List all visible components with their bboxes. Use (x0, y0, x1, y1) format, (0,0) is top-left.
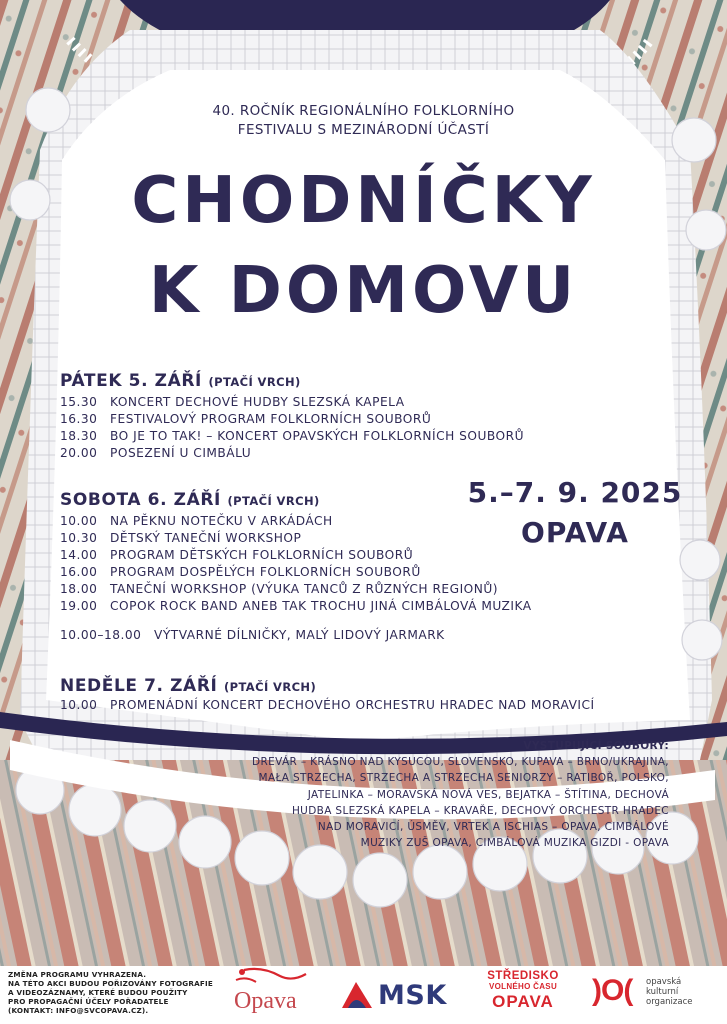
ensembles-line: MAŁA STRZECHA, STRZECHA A STRZECHA SENIORZY – RATIBOŘ, POLSKO, (258, 772, 669, 785)
day-name: PÁTEK 5. ZÁŘÍ (60, 371, 202, 391)
event-city: OPAVA (521, 516, 629, 549)
program-text: BO JE TO TAK! – KONCERT OPAVSKÝCH FOLKLORNÍCH SOUBORŮ (110, 429, 525, 443)
ensembles-heading: VYSTUPUJÍCÍ SOUBORY: (523, 740, 669, 752)
program-row-all-day (60, 627, 445, 644)
program-time: 15.30 (60, 395, 98, 409)
festival-title-line-1: CHODNÍČKY (131, 164, 596, 238)
program-row (60, 564, 421, 581)
msk-logo-text: MSK (378, 980, 447, 1011)
festival-title-line-2: K DOMOVU (148, 254, 579, 328)
day-name: SOBOTA 6. ZÁŘÍ (60, 490, 221, 510)
oko-line: organizace (646, 997, 693, 1007)
opava-logo-text: Opava (234, 988, 297, 1014)
program-time: 10.00 (60, 698, 98, 712)
footer-note-line: ZMĚNA PROGRAMU VYHRAZENA. (8, 970, 147, 979)
oko-line: opavská (646, 977, 682, 987)
day-heading-sunday (60, 676, 316, 696)
program-text: COPOK ROCK BAND ANEB TAK TROCHU JINÁ CIMBÁLOVÁ MUZIKA (110, 599, 532, 613)
footer-disclaimer (8, 970, 213, 1015)
oko-line: kulturní (646, 987, 679, 997)
program-text: POSEZENÍ U CIMBÁLU (110, 446, 252, 460)
ensembles-line: DREVÁR – KRÁSNO NAD KYSUCOU, SLOVENSKO, KUPAVA – BRNO/UKRAJINA, (252, 756, 669, 769)
program-text: TANEČNÍ WORKSHOP (VÝUKA TANCŮ Z RŮZNÝCH REGIONŮ) (110, 582, 499, 596)
program-row (60, 530, 301, 547)
program-row (60, 581, 498, 598)
program-text: VÝTVARNÉ DÍLNIČKY, MALÝ LIDOVÝ JARMARK (154, 628, 445, 642)
day-heading-saturday (60, 490, 320, 510)
program-time: 10.00–18.00 (60, 628, 142, 642)
day-venue: (PTAČÍ VRCH) (227, 494, 320, 508)
festival-subtitle-line-1: 40. ROČNÍK REGIONÁLNÍHO FOLKLORNÍHO (212, 103, 515, 119)
ensembles-line: HUDBA SLEZSKÁ KAPELA – KRAVAŘE, DECHOVÝ ORCHESTR HRADEC (291, 804, 669, 817)
program-text: PROGRAM DOSPĚLÝCH FOLKLORNÍCH SOUBORŮ (110, 565, 421, 579)
program-time: 18.00 (60, 582, 98, 596)
ensembles-line: MUZIKY ZUŠ OPAVA, CIMBÁLOVÁ MUZIKA GIZDI - OPAVA (360, 837, 669, 850)
footer-note-line: (KONTAKT: INFO@SVCOPAVA.CZ). (8, 1006, 149, 1015)
festival-subtitle-line-2: FESTIVALU S MEZINÁRODNÍ ÚČASTÍ (237, 122, 490, 138)
ensembles-line: JATELINKA – MORAVSKÁ NOVÁ VES, BEJATKA – ŠTÍTINA, DECHOVÁ (307, 788, 669, 801)
program-row (60, 513, 333, 530)
program-text: DĚTSKÝ TANEČNÍ WORKSHOP (110, 531, 302, 545)
opava-city-logo (222, 966, 318, 1020)
svc-logo-line-2: VOLNÉHO ČASU (488, 982, 558, 991)
day-venue: (PTAČÍ VRCH) (208, 375, 301, 389)
program-time: 10.30 (60, 531, 98, 545)
ensembles-line: NAD MORAVICÍ, ÚSMĚV, VRTEK A ISCHIAS – OPAVA, CIMBÁLOVÉ (317, 821, 669, 834)
program-time: 14.00 (60, 548, 98, 562)
program-row (60, 445, 251, 462)
footer-note-line: A VIDEOZÁZNAMY, KTERÉ BUDOU POUŽITY (8, 988, 188, 997)
msk-emblem-icon (338, 978, 376, 1012)
program-time: 19.00 (60, 599, 98, 613)
program-time: 20.00 (60, 446, 98, 460)
event-dates: 5.–7. 9. 2025 (467, 476, 683, 509)
footer-note-line: PRO PROPAGAČNÍ ÚČELY POŘADATELE (8, 997, 169, 1006)
svc-logo-line-1: STŘEDISKO (487, 970, 559, 982)
program-row (60, 411, 431, 428)
program-text: KONCERT DECHOVÉ HUDBY SLEZSKÁ KAPELA (110, 395, 405, 409)
program-time: 16.00 (60, 565, 98, 579)
day-name: NEDĚLE 7. ZÁŘÍ (60, 676, 218, 696)
svc-logo-line-3: OPAVA (492, 992, 554, 1011)
program-text: FESTIVALOVÝ PROGRAM FOLKLORNÍCH SOUBORŮ (110, 412, 432, 426)
svc-opava-logo (480, 970, 566, 1016)
program-time: 10.00 (60, 514, 98, 528)
footer-note-line: NA TÉTO AKCI BUDOU POŘIZOVÁNY FOTOGRAFIE (8, 979, 213, 988)
msk-region-logo (338, 976, 456, 1016)
program-row (60, 428, 524, 445)
program-time: 18.30 (60, 429, 98, 443)
oko-mark: )O( (592, 974, 633, 1007)
program-text: PROGRAM DĚTSKÝCH FOLKLORNÍCH SOUBORŮ (110, 548, 414, 562)
program-time: 16.30 (60, 412, 98, 426)
program-row (60, 547, 413, 564)
oko-logo (592, 974, 722, 1018)
program-text: PROMENÁDNÍ KONCERT DECHOVÉHO ORCHESTRU HRADEC NAD MORAVICÍ (110, 698, 595, 712)
program-row (60, 697, 595, 714)
program-text: NA PĚKNU NOTEČKU V ARKÁDÁCH (110, 514, 333, 528)
ensembles-block (149, 738, 669, 851)
oko-text-block (646, 977, 692, 1007)
day-venue: (PTAČÍ VRCH) (223, 680, 317, 694)
program-row (60, 598, 532, 615)
day-heading-friday (60, 371, 301, 391)
program-row (60, 394, 405, 411)
